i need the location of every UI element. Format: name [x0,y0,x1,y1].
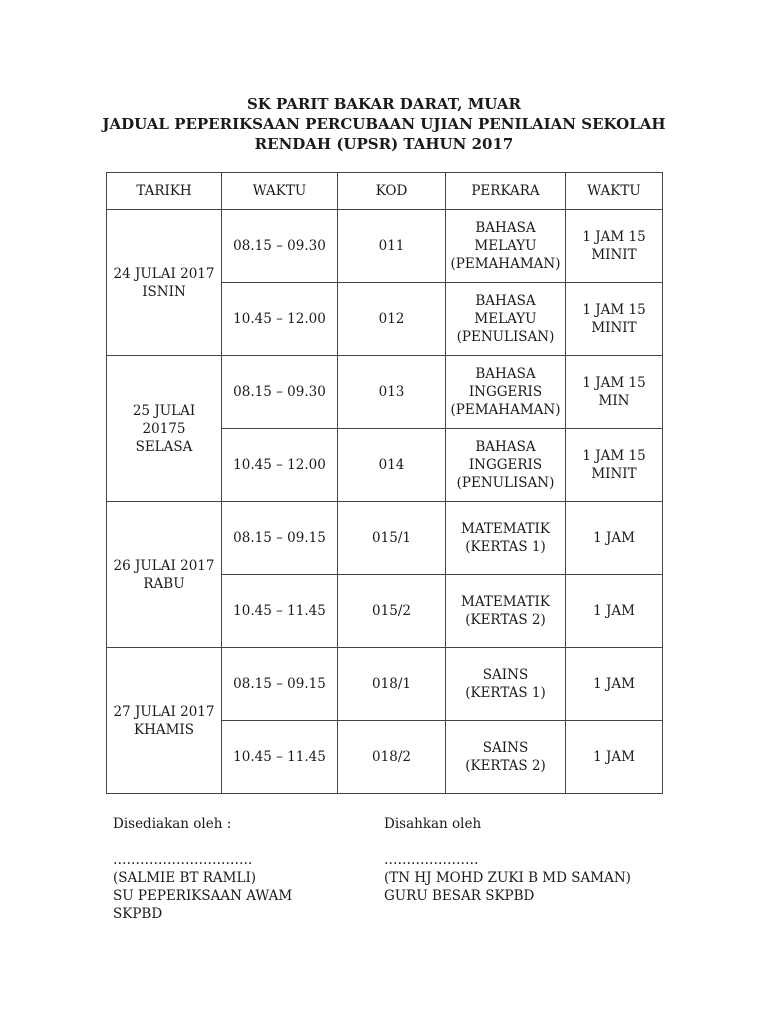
duration-line: 1 JAM [593,749,635,765]
table-row [107,502,663,575]
preparer-title: SU PEPERIKSAAN AWAM [113,888,293,904]
day-text: SELASA [135,438,193,455]
duration-line: MIN [598,393,630,409]
time-cell: 08.15 – 09.30 [222,356,338,429]
subject-cell [446,429,566,502]
subject-cell [446,721,566,794]
document-title [0,94,768,154]
approved-by-label: Disahkan oleh [384,816,482,832]
date-text: 26 JULAI 2017 [113,557,215,574]
subject-cell [446,356,566,429]
date-cell [107,210,222,356]
date-cell [107,502,222,648]
subject-cell [446,210,566,283]
subject-line: MATEMATIK [461,594,550,610]
table-row [107,356,663,429]
date-text: 27 JULAI 2017 [113,703,215,720]
time-cell: 08.15 – 09.15 [222,648,338,721]
column-header: KOD [338,173,446,210]
code-cell: 018/2 [338,721,446,794]
title-line-3: RENDAH (UPSR) TAHUN 2017 [254,135,514,153]
date-cell [107,356,222,502]
duration-line: MINIT [591,320,637,336]
signature-line: …………………………. [113,852,253,868]
signature-line: ………………… [384,852,479,868]
subject-line: (PENULISAN) [456,329,555,345]
subject-cell [446,575,566,648]
duration-line: MINIT [591,466,637,482]
duration-line: 1 JAM 15 [582,375,646,391]
approver-title: GURU BESAR SKPBD [384,888,535,904]
duration-cell [566,210,663,283]
time-cell: 10.45 – 11.45 [222,721,338,794]
duration-line: 1 JAM [593,603,635,619]
code-cell: 015/1 [338,502,446,575]
code-cell: 011 [338,210,446,283]
duration-cell [566,283,663,356]
subject-line: (KERTAS 1) [465,685,546,701]
day-text: ISNIN [142,283,186,300]
time-cell: 08.15 – 09.30 [222,210,338,283]
day-text: RABU [143,575,185,592]
preparer-name: (SALMIE BT RAMLI) [113,870,257,886]
subject-cell [446,502,566,575]
subject-line: INGGERIS [468,457,543,473]
subject-line: SAINS [482,667,529,683]
code-cell: 015/2 [338,575,446,648]
duration-cell [566,356,663,429]
time-cell: 10.45 – 12.00 [222,283,338,356]
preparer-org: SKPBD [113,906,163,922]
exam-schedule-table [106,172,663,794]
duration-cell [566,429,663,502]
column-header: WAKTU [566,173,663,210]
duration-cell [566,721,663,794]
title-line-2: JADUAL PEPERIKSAAN PERCUBAAN UJIAN PENILAIAN SEKOLAH [102,115,666,133]
date-text: 25 JULAI 20175 [132,402,196,437]
approved-by-block [384,815,631,905]
school-name: SK PARIT BAKAR DARAT, MUAR [246,95,522,113]
approver-name: (TN HJ MOHD ZUKI B MD SAMAN) [384,870,631,886]
subject-line: MELAYU [474,238,537,254]
subject-line: (KERTAS 2) [465,612,546,628]
column-header: TARIKH [107,173,222,210]
subject-line: BAHASA [475,439,536,455]
time-cell: 08.15 – 09.15 [222,502,338,575]
subject-line: MELAYU [474,311,537,327]
subject-line: (PEMAHAMAN) [450,402,561,418]
subject-cell [446,648,566,721]
duration-line: 1 JAM 15 [582,448,646,464]
subject-line: (PEMAHAMAN) [450,256,561,272]
code-cell: 012 [338,283,446,356]
duration-line: 1 JAM [593,530,635,546]
subject-line: SAINS [482,740,529,756]
duration-cell [566,648,663,721]
subject-line: (KERTAS 1) [465,539,546,555]
subject-line: BAHASA [475,220,536,236]
code-cell: 018/1 [338,648,446,721]
prepared-by-label: Disediakan oleh : [113,816,232,832]
duration-line: MINIT [591,247,637,263]
duration-line: 1 JAM [593,676,635,692]
code-cell: 014 [338,429,446,502]
time-cell: 10.45 – 12.00 [222,429,338,502]
day-text: KHAMIS [133,721,194,738]
duration-cell [566,502,663,575]
duration-line: 1 JAM 15 [582,302,646,318]
subject-line: (PENULISAN) [456,475,555,491]
date-cell [107,648,222,794]
subject-line: (KERTAS 2) [465,758,546,774]
subject-line: BAHASA [475,366,536,382]
subject-cell [446,283,566,356]
subject-line: MATEMATIK [461,521,550,537]
column-header: WAKTU [222,173,338,210]
column-header: PERKARA [446,173,566,210]
duration-line: 1 JAM 15 [582,229,646,245]
subject-line: INGGERIS [468,384,543,400]
table-row [107,648,663,721]
subject-line: BAHASA [475,293,536,309]
prepared-by-block [113,815,292,923]
table-header-row [107,173,663,210]
duration-cell [566,575,663,648]
code-cell: 013 [338,356,446,429]
date-text: 24 JULAI 2017 [113,265,215,282]
table-row [107,210,663,283]
time-cell: 10.45 – 11.45 [222,575,338,648]
